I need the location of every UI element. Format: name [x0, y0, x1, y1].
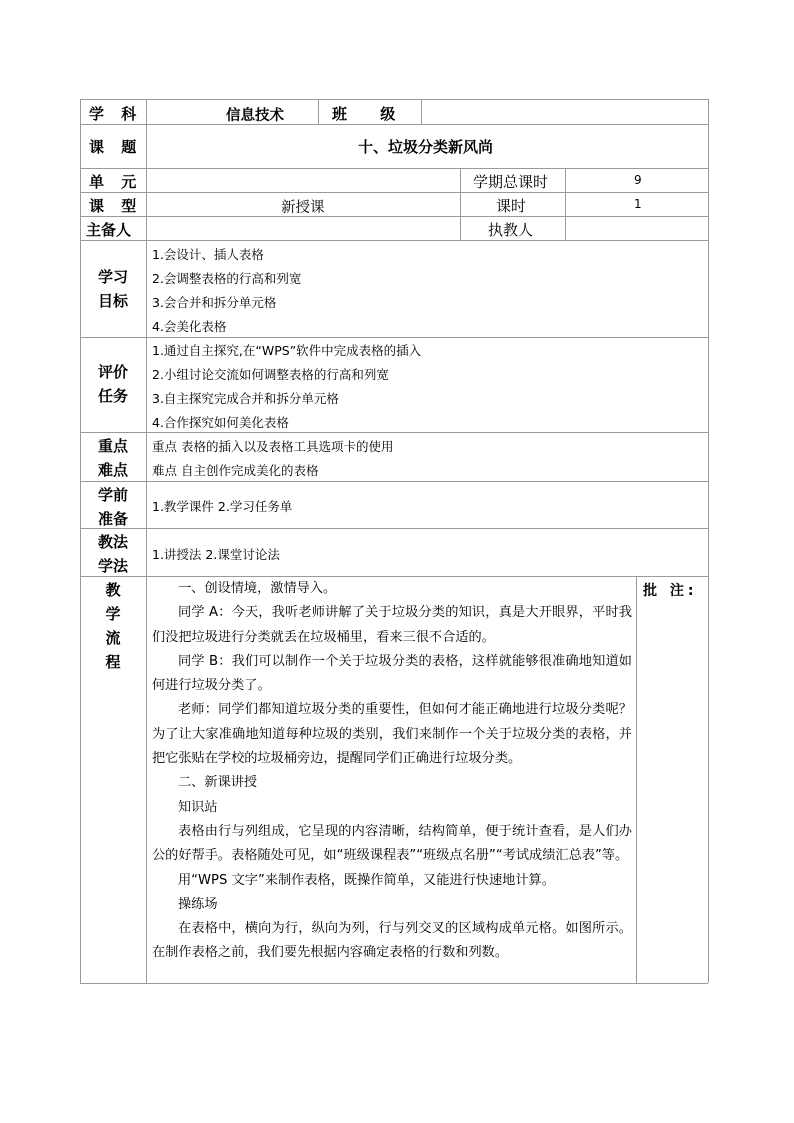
preparation-label — [81, 483, 145, 531]
assessment-label-line2: 任务 — [97, 387, 128, 405]
table-border-right — [708, 99, 709, 983]
topic-label: 课 题 — [89, 138, 143, 156]
objectives-label-line2: 目标 — [97, 292, 128, 310]
difficulty-item: 难点 自主创作完成美化的表格 — [152, 463, 319, 478]
total-hours-label: 学期总课时 — [473, 173, 549, 191]
total-hours-value: 9 — [634, 173, 642, 187]
process-heading-1: 一、创设情境，激情导入。 — [178, 581, 337, 596]
teacher-label: 执教人 — [488, 221, 534, 239]
process-paragraph: 老师：同学们都知道垃圾分类的重要性，但如何才能正确地进行垃圾分类呢？为了让大家准确地知道每种垃圾的类别，我们来制作一个关于垃圾分类的表格，并把它张贴在学校的垃圾桶旁边，提醒同学们正确进行垃圾分类。 — [152, 702, 632, 767]
preparation-label-line1: 学前 — [97, 486, 128, 504]
info-column-divider — [565, 168, 566, 240]
assessment-item: 2.小组讨论交流如何调整表格的行高和列宽 — [152, 367, 389, 382]
assessment-label — [81, 360, 145, 408]
process-paragraph: 同学 A：今天，我听老师讲解了关于垃圾分类的知识，真是大开眼界，平时我们没把垃圾进行分类就丢在垃圾桶里，看来三很不合适的。 — [152, 605, 632, 645]
key-point-item: 重点 表格的插入以及表格工具选项卡的使用 — [152, 439, 394, 454]
row-divider — [80, 216, 708, 217]
row-divider — [80, 528, 708, 529]
process-heading-2: 二、新课讲授 — [178, 775, 258, 791]
preparer-label: 主备人 — [86, 221, 132, 239]
subject-label: 学 科 — [89, 105, 143, 123]
topic-title: 十、垃圾分类新风尚 — [358, 138, 494, 156]
row-divider — [80, 432, 708, 433]
process-body — [152, 577, 632, 966]
process-label-char: 流 — [105, 629, 121, 647]
assessment-label-line1: 评价 — [97, 363, 128, 381]
type-value: 新授课 — [281, 200, 325, 216]
label-column-divider — [146, 99, 147, 983]
preparation-text: 1.教学课件 2.学习任务单 — [152, 499, 293, 514]
type-label: 课 型 — [89, 197, 143, 215]
notes-column-divider — [636, 576, 637, 983]
methods-label — [81, 530, 145, 578]
hours-value: 1 — [634, 197, 642, 211]
process-paragraph: 用“WPS 文字”来制作表格，既操作简单，又能进行快速地计算。 — [178, 872, 555, 888]
objective-item: 2.会调整表格的行高和列宽 — [152, 271, 302, 286]
table-border-bottom — [80, 983, 708, 984]
process-paragraph: 表格由行与列组成，它呈现的内容清晰，结构简单，便于统计查看，是人们办公的好帮手。表格随处可见，如“班级课程表”“班级点名册”“考试成绩汇总表”等。 — [152, 823, 632, 864]
objectives-label — [81, 265, 145, 313]
process-subheading: 操练场 — [178, 896, 218, 912]
assessment-item: 4.合作探究如何美化表格 — [152, 415, 289, 430]
notes-label: 批 注: — [643, 583, 698, 599]
row-divider — [80, 240, 708, 241]
process-label-char: 学 — [105, 605, 121, 623]
preparation-label-line2: 准备 — [97, 510, 128, 528]
objective-item: 4.会美化表格 — [152, 319, 227, 334]
row-divider — [80, 168, 708, 169]
row-divider — [80, 481, 708, 482]
table-border-top — [80, 99, 708, 100]
class-label: 班 级 — [332, 105, 410, 123]
methods-label-line1: 教法 — [97, 533, 128, 551]
objective-item: 1.会设计、插人表格 — [152, 247, 264, 262]
unit-label: 单 元 — [89, 173, 143, 191]
process-paragraph: 在表格中，横向为行，纵向为列，行与列交叉的区域构成单元格。如图所示。在制作表格之前，我们要先根据内容确定表格的行数和列数。 — [152, 921, 632, 961]
objective-item: 3.会合并和拆分单元格 — [152, 295, 277, 310]
class-value-divider — [421, 99, 422, 124]
key-points-label-line1: 重点 — [97, 437, 128, 455]
class-label-divider — [318, 99, 319, 124]
process-paragraph: 同学 B：我们可以制作一个关于垃圾分类的表格，这样就能够很准确地知道如何进行垃圾分类了。 — [152, 653, 632, 694]
methods-label-line2: 学法 — [97, 557, 128, 575]
row-divider — [80, 337, 708, 338]
process-label-char: 程 — [105, 653, 121, 671]
row-divider — [80, 192, 708, 193]
key-points-label-line2: 难点 — [97, 461, 128, 479]
assessment-item: 1.通过自主探究,在“WPS”软件中完成表格的插入 — [152, 343, 422, 358]
key-points-label — [81, 434, 145, 482]
subject-value: 信息技术 — [226, 108, 284, 124]
row-divider — [80, 124, 708, 125]
process-subheading: 知识站 — [178, 799, 218, 815]
objectives-label-line1: 学习 — [97, 268, 128, 286]
process-label-char: 教 — [105, 581, 121, 599]
process-label — [81, 578, 145, 674]
methods-text: 1.讲授法 2.课堂讨论法 — [152, 547, 280, 562]
hours-label: 课时 — [496, 197, 527, 215]
info-column-divider — [460, 168, 461, 240]
assessment-item: 3.自主探究完成合并和拆分单元格 — [152, 391, 339, 406]
